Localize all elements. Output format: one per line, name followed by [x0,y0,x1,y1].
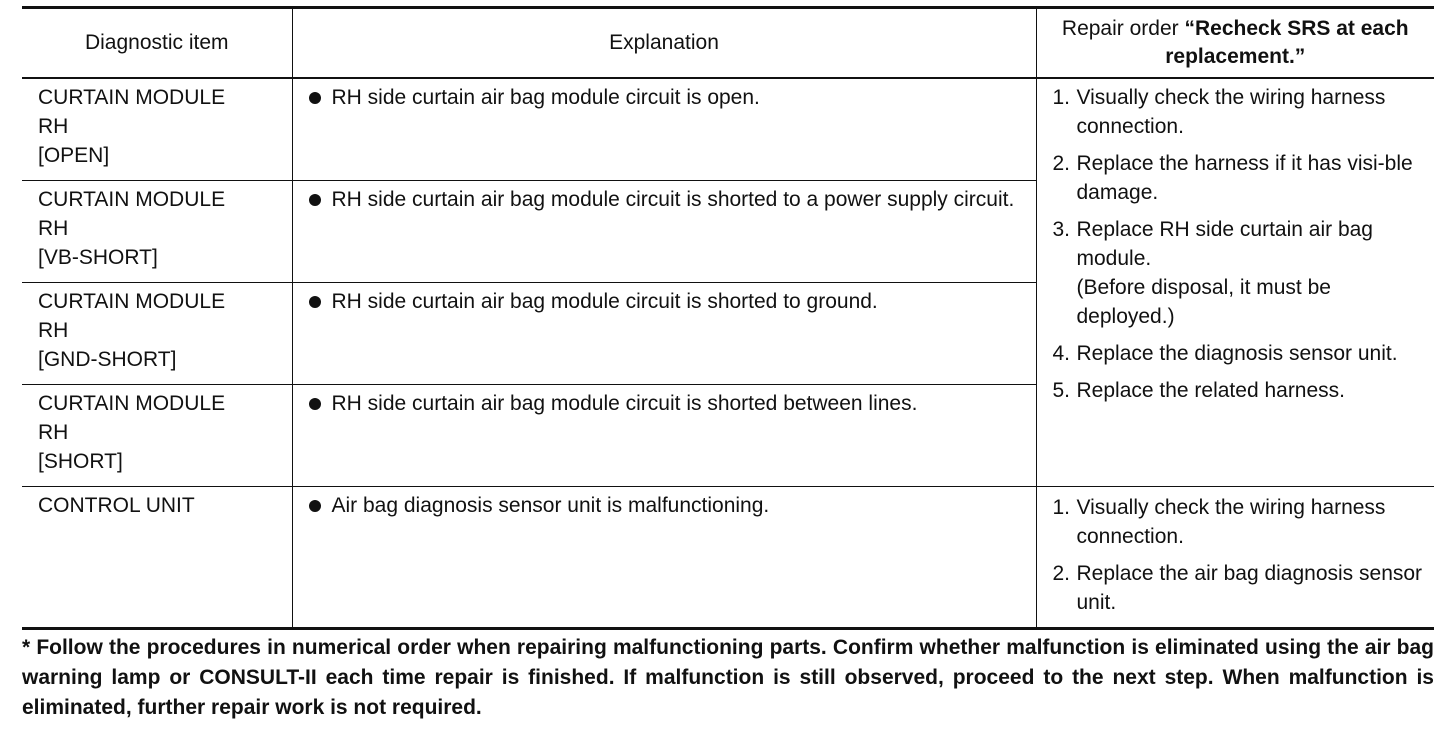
repair-steps-list [1053,83,1425,405]
repair-step [1053,493,1425,551]
step-text: Replace the air bag diagnosis sensor unit. [1076,562,1423,614]
step-note: (Before disposal, it must be deployed.) [1076,276,1331,328]
diagnostic-item-line: CURTAIN MODULE [38,188,226,211]
explanation-text: RH side curtain air bag module circuit is shorted to ground. [331,290,878,313]
diagnostic-item-line: [GND-SHORT] [38,348,177,371]
explanation-cell [292,181,1036,283]
header-diagnostic-item: Diagnostic item [22,8,292,79]
header-repair-order-prefix: Repair order [1061,17,1185,40]
bullet-icon [309,398,321,410]
step-text: Replace RH side curtain air bag module. [1076,218,1373,270]
step-number: 1. [1052,496,1071,519]
diagnostic-item-line: CONTROL UNIT [38,494,195,517]
step-text: Visually check the wiring harness connection. [1076,496,1386,548]
diagnostic-item-line: CURTAIN MODULE [38,392,226,415]
explanation-cell [292,283,1036,385]
table-row [22,487,1434,629]
repair-step [1053,215,1425,331]
bullet-icon [309,194,321,206]
diagnostic-item-line: [SHORT] [38,450,123,473]
repair-step [1053,149,1425,207]
explanation-text: Air bag diagnosis sensor unit is malfunctioning. [331,494,770,517]
diagnostic-item-line: RH [38,421,69,444]
diagnostic-item-line: RH [38,115,69,138]
explanation-text: RH side curtain air bag module circuit is shorted between lines. [331,392,918,415]
diagnostic-item-cell [22,283,292,385]
footnote: * Follow the procedures in numerical order when repairing malfunctioning parts. Confirm whether malfunction is eliminated using the air bag warning lamp or CONSULT-II each time repair is finished. If malfunction is still observed, proceed to the next step. When malfunction is eliminated, further repair work is not required. [22,636,1434,719]
step-number: 4. [1052,342,1071,365]
step-number: 1. [1052,86,1071,109]
bullet-icon [309,500,321,512]
step-text: Visually check the wiring harness connection. [1076,86,1386,138]
table-header-row [22,8,1434,79]
repair-steps-list [1053,493,1425,617]
document-page [22,6,1434,723]
step-text: Replace the diagnosis sensor unit. [1076,342,1398,365]
repair-step [1053,83,1425,141]
header-repair-order-note: “Recheck SRS at each replacement.” [1165,17,1409,68]
diagnosis-table [22,6,1434,630]
diagnostic-item-cell [22,487,292,629]
diagnostic-item-line: RH [38,319,69,342]
explanation-cell [292,78,1036,181]
explanation-text: RH side curtain air bag module circuit is open. [331,86,760,109]
repair-order-cell [1036,78,1434,487]
diagnostic-item-line: RH [38,217,69,240]
step-number: 2. [1052,152,1071,175]
step-text: Replace the related harness. [1076,379,1345,402]
step-number: 5. [1052,379,1071,402]
bullet-icon [309,296,321,308]
repair-step [1053,339,1425,368]
header-repair-order [1036,8,1434,79]
explanation-text: RH side curtain air bag module circuit is shorted to a power supply circuit. [331,188,1015,211]
header-explanation: Explanation [292,8,1036,79]
repair-order-cell [1036,487,1434,629]
table-row [22,78,1434,181]
explanation-cell [292,487,1036,629]
diagnostic-item-cell [22,385,292,487]
diagnostic-item-line: CURTAIN MODULE [38,86,226,109]
diagnostic-item-cell [22,78,292,181]
diagnostic-item-line: [OPEN] [38,144,110,167]
step-number: 3. [1052,218,1071,241]
step-text: Replace the harness if it has visi-ble damage. [1076,152,1413,204]
diagnostic-item-line: CURTAIN MODULE [38,290,226,313]
bullet-icon [309,92,321,104]
step-number: 2. [1052,562,1071,585]
repair-step [1053,376,1425,405]
explanation-cell [292,385,1036,487]
diagnostic-item-cell [22,181,292,283]
repair-step [1053,559,1425,617]
diagnostic-item-line: [VB-SHORT] [38,246,158,269]
